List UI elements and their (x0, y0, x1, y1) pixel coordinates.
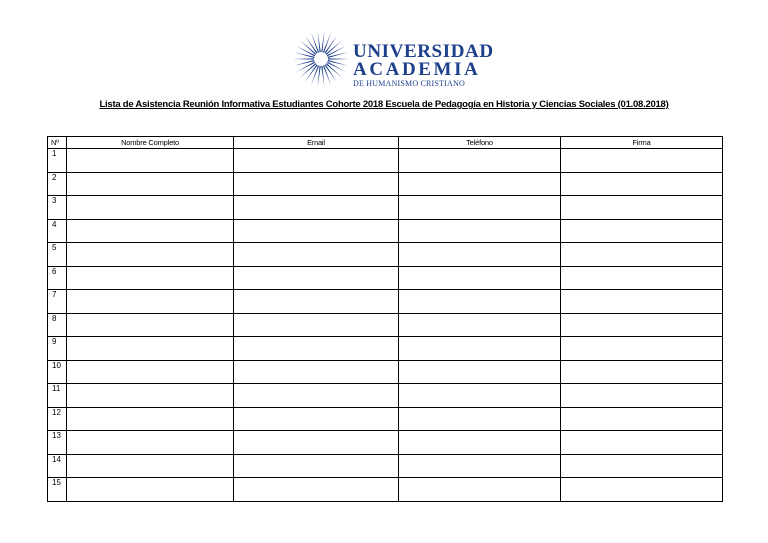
signature-cell (561, 219, 723, 243)
phone-cell (399, 196, 561, 220)
signature-cell (561, 454, 723, 478)
table-row (48, 266, 723, 290)
signature-cell (561, 290, 723, 314)
phone-cell (399, 266, 561, 290)
logo-line-humanismo: DE HUMANISMO CRISTIANO (353, 79, 465, 88)
table-row (48, 243, 723, 267)
phone-cell (399, 290, 561, 314)
signature-cell (561, 431, 723, 455)
email-cell (234, 196, 399, 220)
university-logo (292, 30, 494, 90)
email-cell (234, 384, 399, 408)
row-number: 1 (48, 149, 67, 173)
email-cell (234, 431, 399, 455)
signature-cell (561, 337, 723, 361)
email-cell (234, 243, 399, 267)
row-number: 7 (48, 290, 67, 314)
row-number: 5 (48, 243, 67, 267)
phone-cell (399, 243, 561, 267)
phone-cell (399, 454, 561, 478)
header-email: Email (234, 137, 399, 149)
signature-cell (561, 149, 723, 173)
name-cell (67, 454, 234, 478)
signature-cell (561, 172, 723, 196)
signature-cell (561, 384, 723, 408)
name-cell (67, 290, 234, 314)
signature-cell (561, 266, 723, 290)
signature-cell (561, 360, 723, 384)
table-row (48, 431, 723, 455)
header-number: Nº (48, 137, 67, 149)
email-cell (234, 172, 399, 196)
name-cell (67, 266, 234, 290)
table-row (48, 219, 723, 243)
phone-cell (399, 431, 561, 455)
phone-cell (399, 219, 561, 243)
email-cell (234, 478, 399, 502)
phone-cell (399, 337, 561, 361)
logo-line-academia: ACADEMIA (353, 59, 481, 80)
logo-line-universidad: UNIVERSIDAD (353, 41, 494, 62)
table-row (48, 313, 723, 337)
row-number: 3 (48, 196, 67, 220)
row-number: 9 (48, 337, 67, 361)
table-row (48, 407, 723, 431)
row-number: 14 (48, 454, 67, 478)
table-row (48, 290, 723, 314)
starburst-icon (292, 30, 350, 88)
signature-cell (561, 478, 723, 502)
email-cell (234, 290, 399, 314)
row-number: 4 (48, 219, 67, 243)
phone-cell (399, 360, 561, 384)
table-row (48, 384, 723, 408)
phone-cell (399, 384, 561, 408)
signature-cell (561, 196, 723, 220)
name-cell (67, 337, 234, 361)
attendance-table (47, 136, 723, 502)
email-cell (234, 149, 399, 173)
email-cell (234, 266, 399, 290)
table-row (48, 196, 723, 220)
table-row (48, 337, 723, 361)
logo-wordmark (353, 43, 494, 89)
table-row (48, 172, 723, 196)
row-number: 10 (48, 360, 67, 384)
signature-cell (561, 243, 723, 267)
name-cell (67, 360, 234, 384)
table-row (48, 360, 723, 384)
table-header-row (48, 137, 723, 149)
row-number: 6 (48, 266, 67, 290)
name-cell (67, 407, 234, 431)
email-cell (234, 313, 399, 337)
row-number: 15 (48, 478, 67, 502)
table-row (48, 149, 723, 173)
email-cell (234, 360, 399, 384)
email-cell (234, 337, 399, 361)
signature-cell (561, 313, 723, 337)
table-row (48, 454, 723, 478)
name-cell (67, 196, 234, 220)
header-signature: Firma (561, 137, 723, 149)
phone-cell (399, 407, 561, 431)
row-number: 12 (48, 407, 67, 431)
table-body (48, 149, 723, 502)
table-row (48, 478, 723, 502)
email-cell (234, 454, 399, 478)
phone-cell (399, 149, 561, 173)
name-cell (67, 478, 234, 502)
phone-cell (399, 313, 561, 337)
name-cell (67, 219, 234, 243)
document-title: Lista de Asistencia Reunión Informativa Estudiantes Cohorte 2018 Escuela de Pedagogía en Historia y Ciencias Sociales (01.08.2018) (99, 99, 669, 110)
email-cell (234, 407, 399, 431)
signature-cell (561, 407, 723, 431)
header-phone: Teléfono (399, 137, 561, 149)
name-cell (67, 313, 234, 337)
phone-cell (399, 172, 561, 196)
row-number: 13 (48, 431, 67, 455)
name-cell (67, 149, 234, 173)
name-cell (67, 172, 234, 196)
row-number: 11 (48, 384, 67, 408)
name-cell (67, 384, 234, 408)
email-cell (234, 219, 399, 243)
header-full-name: Nombre Completo (67, 137, 234, 149)
row-number: 2 (48, 172, 67, 196)
name-cell (67, 431, 234, 455)
row-number: 8 (48, 313, 67, 337)
name-cell (67, 243, 234, 267)
phone-cell (399, 478, 561, 502)
